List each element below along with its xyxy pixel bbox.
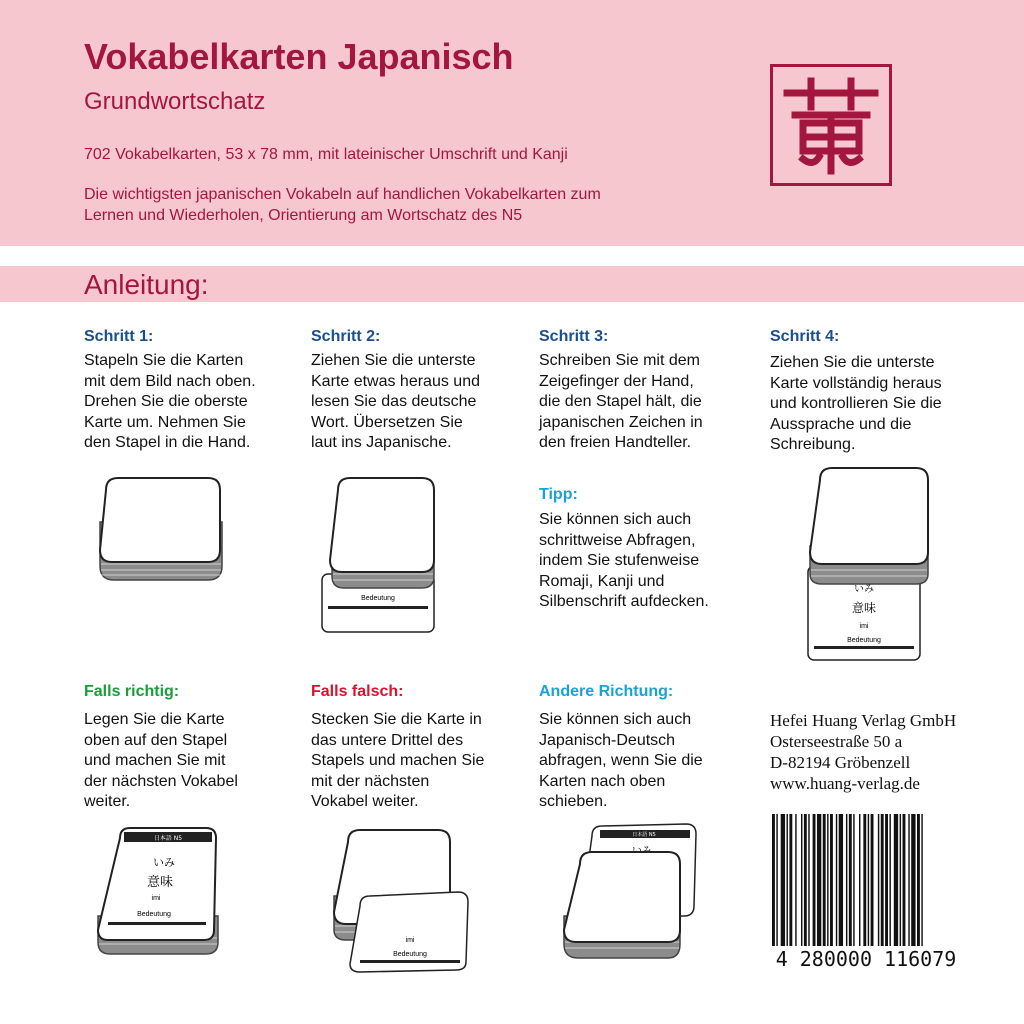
text-line: Karte etwas heraus und	[311, 372, 480, 390]
barcode-bar	[808, 814, 809, 954]
barcode-bar	[839, 814, 843, 954]
text-line: Schreiben Sie mit dem	[539, 352, 700, 369]
step-3-text	[539, 351, 703, 454]
text-line: den Stapel in die Hand.	[84, 434, 251, 451]
barcode-bar	[781, 814, 785, 954]
text-line: Romaji, Kanji und	[539, 572, 665, 590]
publisher-website: www.huang-verlag.de	[770, 774, 920, 793]
barcode-bar	[776, 814, 777, 964]
text-line: und machen Sie mit	[84, 752, 226, 769]
text-line: Sie können sich auch	[539, 711, 692, 728]
barcode-bar	[853, 814, 854, 954]
text-line: mit dem Bild nach oben.	[84, 372, 256, 390]
text-line: japanischen Zeichen in	[539, 413, 703, 431]
barcode-bar	[827, 814, 828, 954]
card-stack-illustration-reverse	[562, 822, 700, 964]
text-line: Stapeln Sie die Karten	[84, 352, 244, 369]
product-description	[84, 184, 724, 226]
text-line: Sie können sich auch	[539, 511, 692, 528]
description-line: Lernen und Wiederholen, Orientierung am Wortschatz des N5	[84, 207, 523, 224]
text-line: den freien Handteller.	[539, 434, 692, 451]
barcode-bar	[921, 814, 922, 964]
card-stack-illustration-4	[806, 466, 932, 662]
outcome-wrong-title: Falls falsch:	[311, 683, 404, 700]
barcode-bar	[868, 814, 869, 954]
outcome-correct-text	[84, 710, 238, 813]
outcome-reverse-text	[539, 710, 703, 813]
page-subtitle: Grundwortschatz	[84, 88, 266, 115]
text-line: das untere Drittel des	[311, 731, 464, 749]
outcome-wrong-text	[311, 710, 484, 813]
barcode-bar	[849, 814, 852, 954]
barcode-bar	[859, 814, 860, 954]
text-line: schrittweise Abfragen,	[539, 531, 696, 549]
text-line: der nächsten Vokabel	[84, 772, 238, 790]
barcode-bar	[917, 814, 920, 954]
step-1-title: Schritt 1:	[84, 328, 154, 345]
barcode-bar	[772, 814, 775, 964]
text-line: die den Stapel hält, die	[539, 393, 702, 410]
publisher-name: Hefei Huang Verlag GmbH	[770, 711, 957, 730]
barcode-bars	[766, 812, 966, 970]
card-romaji-label: imi	[405, 937, 415, 944]
text-line: Zeigefinger der Hand,	[539, 372, 694, 390]
barcode	[766, 812, 966, 970]
barcode-bar	[846, 814, 847, 954]
step-1-text	[84, 351, 256, 454]
card-kanji-label: 意味	[851, 601, 877, 615]
step-2-title: Schritt 2:	[311, 328, 381, 345]
step-4-text	[770, 353, 942, 456]
text-line: Schreibung.	[770, 436, 856, 453]
text-line: abfragen, wenn Sie die	[539, 752, 703, 769]
text-line: mit der nächsten	[311, 772, 430, 790]
instructions-heading: Anleitung:	[84, 269, 209, 300]
barcode-bar	[830, 814, 833, 954]
barcode-bar	[801, 814, 802, 954]
card-romaji-label: imi	[859, 623, 869, 630]
text-line: Vokabel weiter.	[311, 793, 419, 810]
card-meaning-label: Bedeutung	[847, 637, 881, 644]
card-stack-illustration-wrong	[330, 826, 472, 974]
barcode-bar	[836, 814, 837, 954]
text-line: Legen Sie die Karte	[84, 711, 225, 728]
card-kanji-label: 意味	[146, 875, 174, 890]
barcode-bar	[885, 814, 888, 954]
card-stack-illustration-2	[318, 476, 438, 636]
text-line: Karte um. Nehmen Sie	[84, 413, 246, 431]
barcode-bar	[804, 814, 807, 954]
step-2-text	[311, 351, 480, 454]
text-line: Wort. Übersetzen Sie	[311, 413, 463, 431]
barcode-bar	[911, 814, 915, 954]
text-line: und kontrollieren Sie die	[770, 395, 942, 412]
barcode-bar	[881, 814, 884, 954]
barcode-bar	[889, 814, 890, 954]
text-line: Stecken Sie die Karte in	[311, 711, 482, 728]
card-top-label: 日本語 N5	[153, 835, 183, 842]
text-line: indem Sie stufenweise	[539, 552, 700, 569]
barcode-bar	[908, 814, 909, 954]
card-romaji-label: imi	[151, 895, 161, 902]
text-line: Karten nach oben	[539, 772, 666, 790]
barcode-bar	[903, 814, 906, 954]
publisher-address	[770, 710, 956, 794]
barcode-bar	[787, 814, 788, 954]
outcome-reverse-title: Andere Richtung:	[539, 683, 674, 700]
page-title: Vokabelkarten Japanisch	[84, 36, 514, 77]
card-stack-illustration-correct	[94, 826, 224, 958]
product-info: 702 Vokabelkarten, 53 x 78 mm, mit lateinischer Umschrift und Kanji	[84, 146, 568, 163]
text-line: laut ins Japanische.	[311, 434, 452, 451]
text-line: weiter.	[84, 793, 131, 810]
tip-title: Tipp:	[539, 486, 578, 503]
card-kana-label: いみ	[854, 584, 874, 595]
card-meaning-label: Bedeutung	[137, 911, 171, 918]
barcode-number: 4 280000 116079	[775, 947, 957, 970]
barcode-bar	[894, 814, 898, 954]
barcode-bar	[871, 814, 874, 954]
publisher-city: D-82194 Gröbenzell	[770, 753, 911, 772]
text-line: Silbenschrift aufdecken.	[539, 593, 709, 610]
publisher-street: Osterseestraße 50 a	[770, 732, 903, 751]
text-line: Stapels und machen Sie	[311, 752, 485, 769]
barcode-bar	[817, 814, 821, 954]
text-line: Drehen Sie die oberste	[84, 393, 248, 410]
barcode-bar	[878, 814, 879, 954]
text-line: schieben.	[539, 793, 608, 810]
text-line: Ziehen Sie die unterste	[770, 354, 935, 371]
step-3-title: Schritt 3:	[539, 328, 609, 345]
chinese-seal-icon	[773, 67, 889, 183]
text-line: Ziehen Sie die unterste	[311, 352, 476, 369]
tip-text	[539, 510, 709, 613]
card-top-label: 日本語 N5	[632, 832, 656, 838]
text-line: oben auf den Stapel	[84, 731, 228, 749]
barcode-bar	[823, 814, 826, 954]
card-meaning-label: Bedeutung	[393, 951, 427, 958]
barcode-bar	[813, 814, 816, 954]
card-kana-label: いみ	[153, 856, 175, 869]
outcome-correct-title: Falls richtig:	[84, 683, 180, 700]
description-line: Die wichtigsten japanischen Vokabeln auf handlichen Vokabelkarten zum	[84, 186, 601, 203]
card-meaning-label: Bedeutung	[361, 595, 395, 602]
text-line: Japanisch-Deutsch	[539, 731, 676, 749]
text-line: lesen Sie das deutsche	[311, 393, 477, 410]
text-line: Karte vollständig heraus	[770, 374, 942, 392]
card-stack-illustration-1	[96, 470, 236, 590]
step-4-title: Schritt 4:	[770, 328, 840, 345]
barcode-bar	[795, 814, 796, 954]
publisher-logo	[770, 64, 892, 186]
barcode-bar	[863, 814, 866, 954]
text-line: Aussprache und die	[770, 415, 912, 433]
barcode-bar	[900, 814, 901, 954]
barcode-bar	[789, 814, 792, 954]
